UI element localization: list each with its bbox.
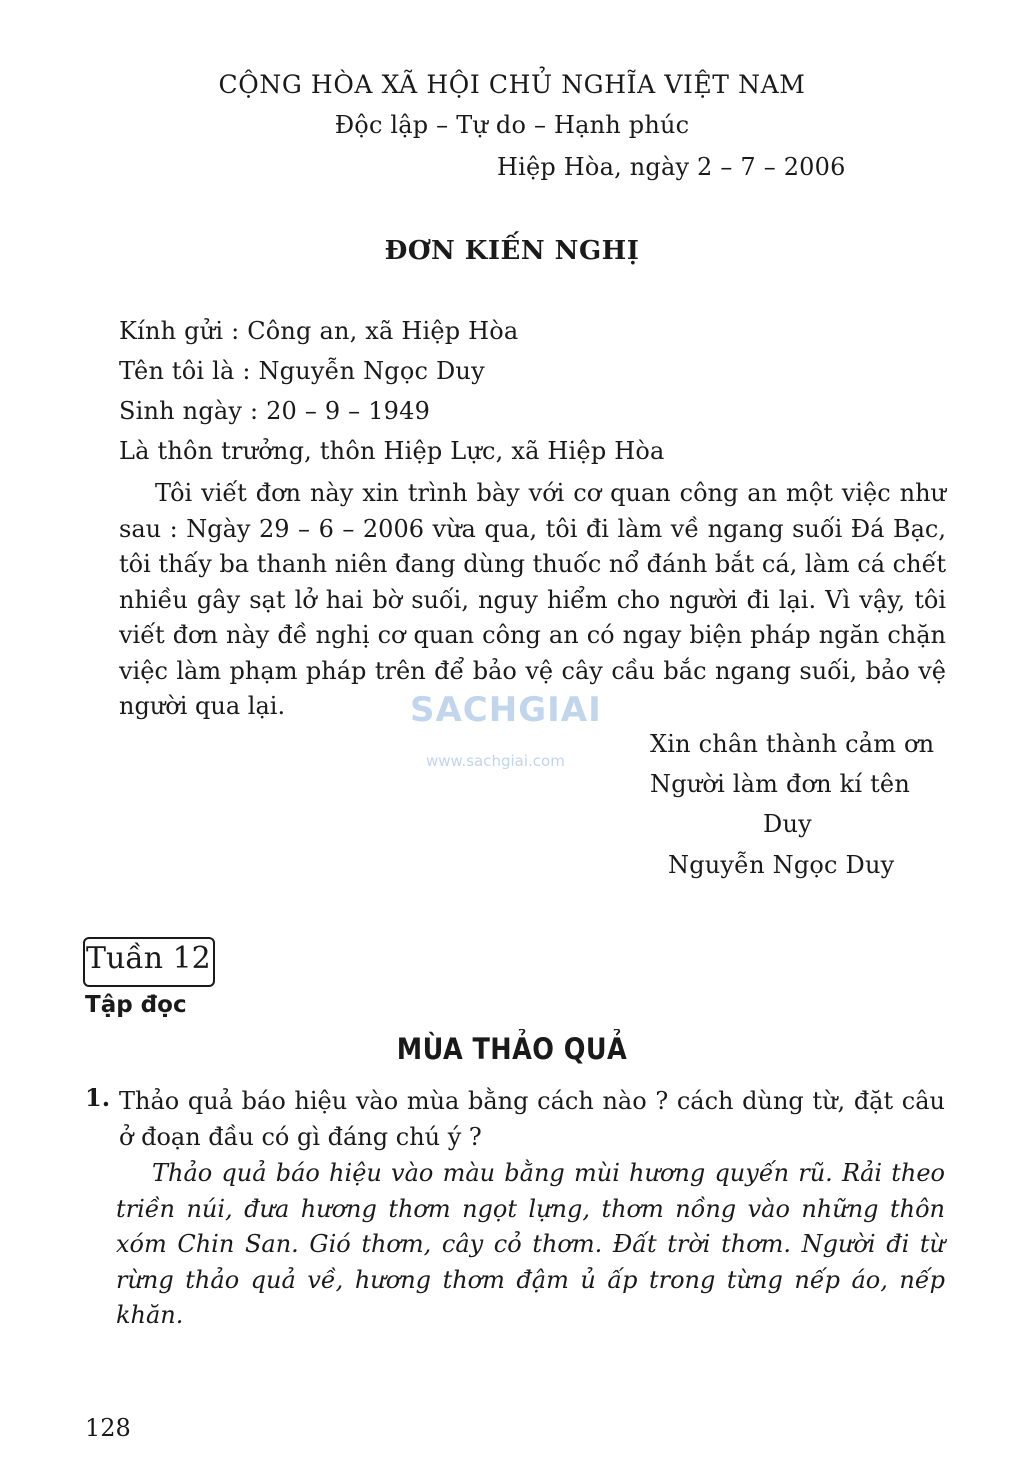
watermark-logo: SACHGIAI — [410, 690, 602, 730]
answer-text: Thảo quả báo hiệu vào màu bằng mùi hương quyến rũ. Rải theo triền núi, đưa hương thơm ngọt lựng, thơm nồng vào những thôn xóm Chin San. Gió thơm, cây cỏ thơm. Đất trời thơm. Người đi từ rừng thảo quả về, hương thơm đậm ủ ấp trong từng nếp áo, nếp khăn. — [116, 1159, 945, 1329]
letter-body — [119, 476, 946, 725]
watermark-url: www.sachgiai.com — [426, 752, 565, 770]
signer-label: Người làm đơn kí tên — [650, 770, 910, 798]
motto: Độc lập – Tự do – Hạnh phúc — [334, 111, 690, 139]
lesson-title: MÙA THẢO QUẢ — [396, 1032, 628, 1066]
letter-body-text: Tôi viết đơn này xin trình bày với cơ quan công an một việc như sau : Ngày 29 – 6 – 2006 vừa qua, tôi đi làm về ngang suối Đá Bạc, tôi thấy ba thanh niên đang dùng thuốc nổ đánh bắt cá, làm cá chết nhiều gây sạt lở hai bờ suối, nguy hiểm cho người đi lại. Vì vậy, tôi viết đơn này đề nghị cơ quan công an có ngay biện pháp ngăn chặn việc làm phạm pháp trên để bảo vệ cây cầu bắc ngang suối, bảo vệ người qua lại. — [119, 479, 946, 720]
page-number: 128 — [85, 1414, 131, 1442]
question-text: Thảo quả báo hiệu vào mùa bằng cách nào ? cách dùng từ, đặt câu ở đoạn đầu có gì đáng chú ý ? — [119, 1087, 945, 1151]
section-label: Tập đọc — [85, 992, 187, 1018]
signer-name: Nguyễn Ngọc Duy — [668, 851, 895, 879]
name-line: Tên tôi là : Nguyễn Ngọc Duy — [119, 357, 485, 385]
recipient-line: Kính gửi : Công an, xã Hiệp Hòa — [119, 317, 519, 345]
document-title: ĐƠN KIẾN NGHỊ — [384, 236, 640, 266]
week-label: Tuần 12 — [86, 941, 211, 976]
watermark — [410, 690, 620, 785]
place-date: Hiệp Hòa, ngày 2 – 7 – 2006 — [497, 153, 846, 181]
role-line: Là thôn trưởng, thôn Hiệp Lực, xã Hiệp Hòa — [119, 437, 665, 465]
closing-line: Xin chân thành cảm ơn — [650, 730, 935, 758]
question-number: 1. — [85, 1083, 111, 1112]
birth-line: Sinh ngày : 20 – 9 – 1949 — [119, 397, 431, 425]
country-header: CỘNG HÒA XÃ HỘI CHỦ NGHĨA VIỆT NAM — [218, 70, 806, 99]
signature: Duy — [763, 810, 812, 838]
